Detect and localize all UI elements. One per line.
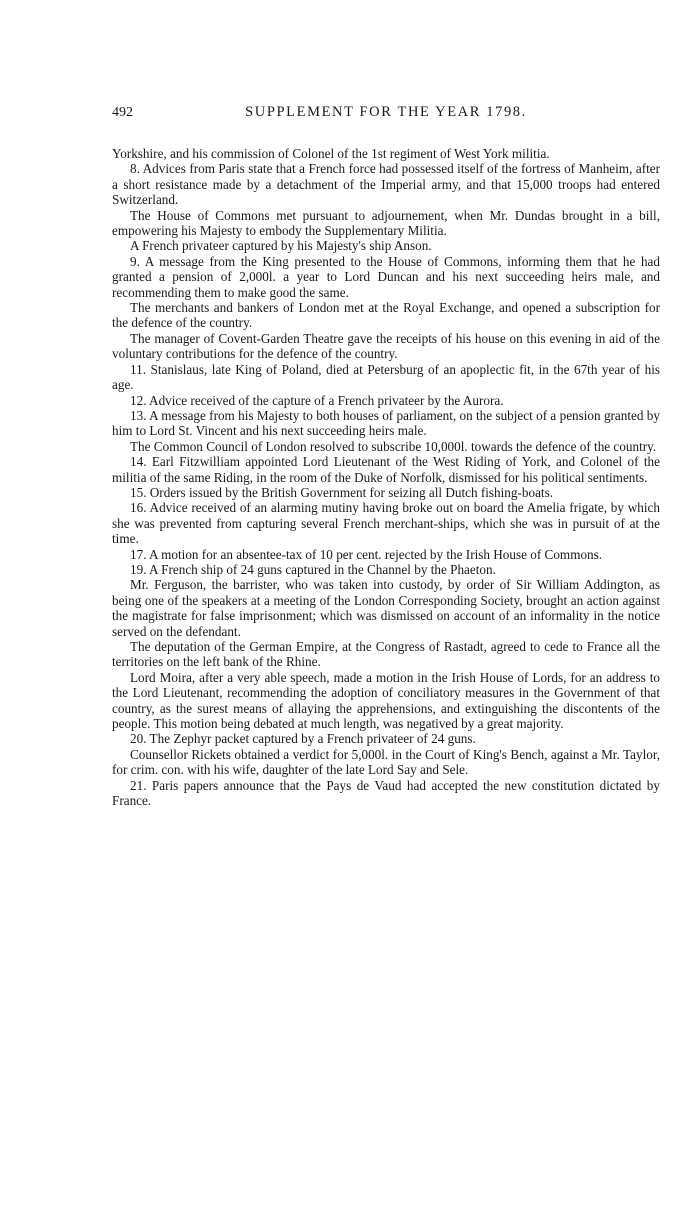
paragraph: 17. A motion for an absentee-tax of 10 per cent. rejected by the Irish House of Commons. (130, 546, 603, 562)
paragraph: The merchants and bankers of London met at the Royal Exchange, and opened a subscription for the defence of the country. (112, 300, 660, 331)
paragraph: 9. A message from the King presented to the House of Commons, informing them that he had granted a pension of 2,000l. a year to Lord Duncan and his next succeeding heirs male, and recommending them to make good the same. (112, 253, 660, 300)
paragraph: 11. Stanislaus, late King of Poland, died at Petersburg of an apoplectic fit, in the 67th year of his age. (112, 361, 660, 393)
paragraph: 12. Advice received of the capture of a French privateer by the Aurora. (130, 392, 504, 408)
paragraph: The manager of Covent-Garden Theatre gave the receipts of his house on this evening in aid of the voluntary contributions for the defence of the country. (112, 330, 660, 362)
paragraph: Counsellor Rickets obtained a verdict for 5,000l. in the Court of King's Bench, against a Mr. Taylor, for crim. con. with his wife, daughter of the late Lord Say and Sele. (112, 746, 660, 778)
page-number: 492 (112, 105, 133, 120)
paragraph: The House of Commons met pursuant to adjournement, when Mr. Dundas brought in a bill, empowering his Majesty to embody the Supplementary Militia. (112, 207, 660, 239)
paragraph: 21. Paris papers announce that the Pays de Vaud had accepted the new constitution dictated by France. (112, 777, 660, 809)
paragraph: Mr. Ferguson, the barrister, who was taken into custody, by order of Sir William Addington, as being one of the speakers at a meeting of the London Corresponding Society, brought an action against the magistrate for false imprisonment; which was dismissed on account of an informality in the notice served on the defendant. (112, 577, 660, 639)
body-text (112, 146, 660, 808)
running-title: SUPPLEMENT FOR THE YEAR 1798. (245, 104, 527, 120)
paragraph: A French privateer captured by his Majesty's ship Anson. (130, 238, 432, 254)
paragraph: The deputation of the German Empire, at the Congress of Rastadt, agreed to cede to France all the territories on the left bank of the Rhine. (112, 639, 660, 670)
paragraph: 13. A message from his Majesty to both houses of parliament, on the subject of a pension granted by him to Lord St. Vincent and his next succeeding heirs male. (112, 407, 660, 439)
paragraph: 15. Orders issued by the British Government for seizing all Dutch fishing-boats. (130, 484, 554, 500)
paragraph: 16. Advice received of an alarming mutiny having broke out on board the Amelia frigate, by which she was prevented from capturing several French merchant-ships, which she was in pursuit of at the time. (112, 500, 660, 547)
paragraph: 8. Advices from Paris state that a French force had possessed itself of the fortress of Manheim, after a short resistance made by a detachment of the Imperial army, and that 15,000 troops had entered Switzerland. (112, 161, 660, 208)
paragraph: Yorkshire, and his commission of Colonel of the 1st regiment of West York militia. (112, 146, 550, 161)
paragraph: The Common Council of London resolved to subscribe 10,000l. towards the defence of the country. (130, 438, 657, 454)
document-page (112, 104, 660, 808)
page-header (112, 104, 660, 126)
paragraph: 19. A French ship of 24 guns captured in the Channel by the Phaeton. (130, 561, 496, 577)
paragraph: 14. Earl Fitzwilliam appointed Lord Lieutenant of the West Riding of York, and Colonel of the militia of the same Riding, in the room of the Duke of Norfolk, dismissed for his political sentiments. (112, 454, 660, 485)
paragraph: 20. The Zephyr packet captured by a French privateer of 24 guns. (130, 731, 476, 747)
paragraph: Lord Moira, after a very able speech, made a motion in the Irish House of Lords, for an address to the Lord Lieutenant, recommending the adoption of conciliatory measures in the Government of that country, as the surest means of allaying the apprehensions, and extinguishing the discontents of the people. This motion being debated at much length, was negatived by a great majority. (112, 669, 660, 732)
